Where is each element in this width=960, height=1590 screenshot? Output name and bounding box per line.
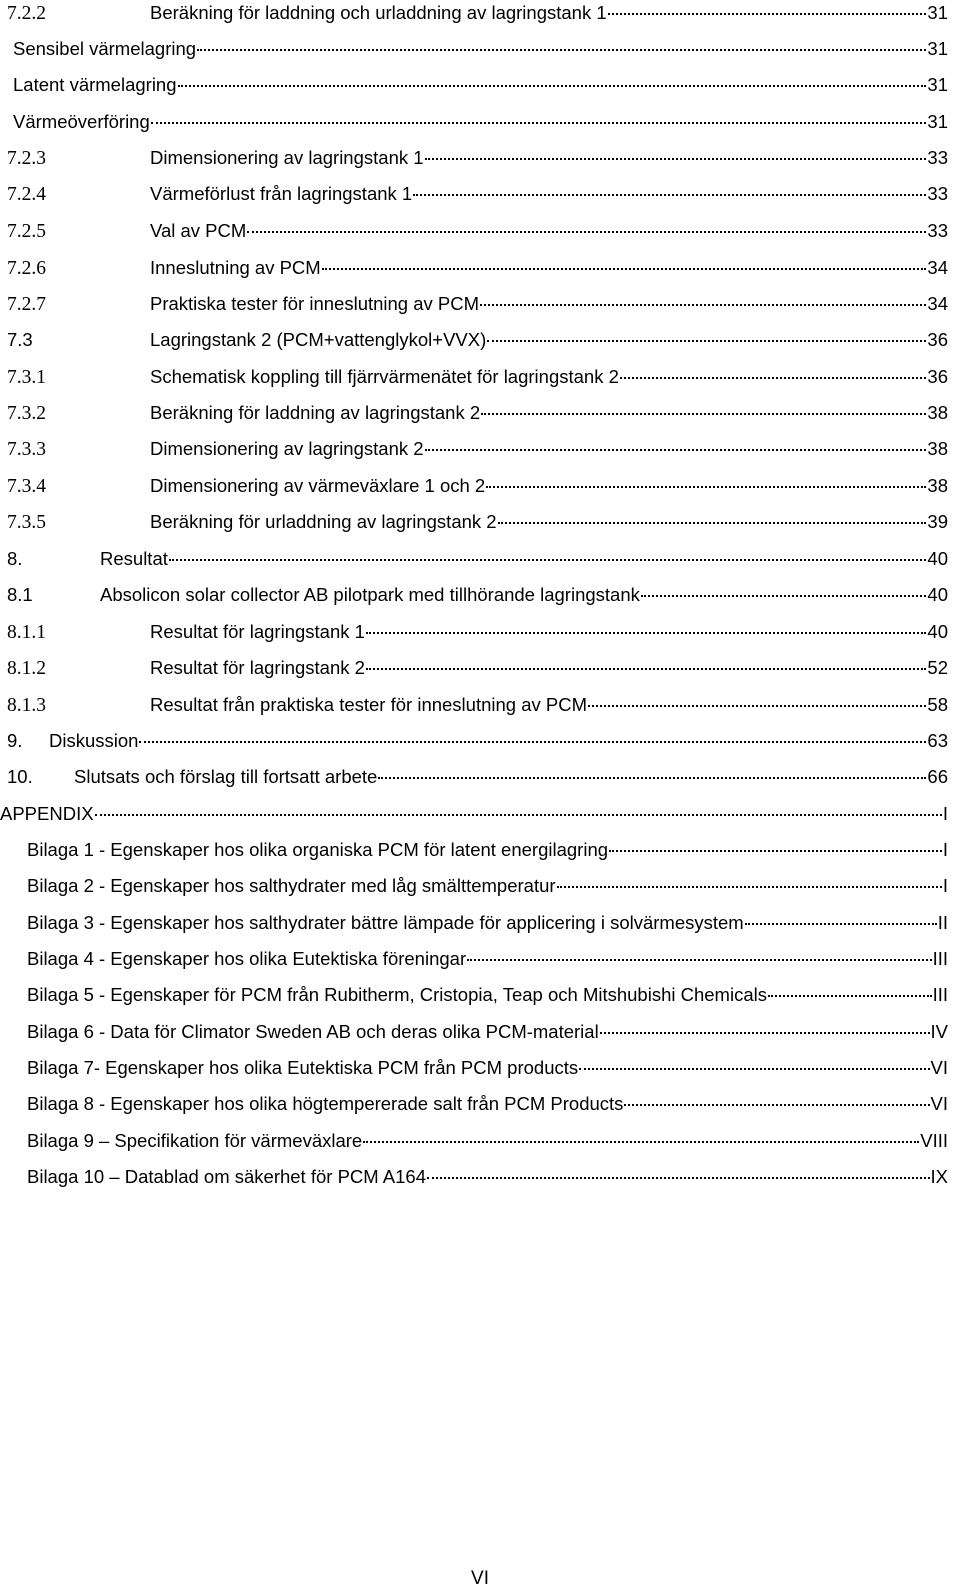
toc-entry-page: 38 [927,475,948,496]
dot-leader [480,304,926,306]
dot-leader [95,814,942,816]
toc-entry-title: Schematisk koppling till fjärrvärmenätet för lagringstank 2 [150,366,619,387]
dot-leader [557,886,942,888]
toc-entry-page: 40 [927,621,948,642]
toc-entry[interactable] [0,362,948,392]
dot-leader [151,122,927,124]
toc-entry[interactable] [0,726,948,756]
toc-entry-title: Dimensionering av lagringstank 1 [150,147,424,168]
toc-entry-number: 7.2.7 [7,294,46,315]
dot-leader [366,668,927,670]
dot-leader [178,85,927,87]
toc-entry[interactable] [0,1053,948,1083]
toc-entry[interactable] [0,179,948,209]
dot-leader [425,449,927,451]
dot-leader [498,522,927,524]
toc-entry-number: 7.3.3 [7,439,46,460]
dot-leader [366,632,927,634]
toc-entry-title: Slutsats och förslag till fortsatt arbete [74,766,378,787]
toc-entry[interactable] [0,980,948,1010]
toc-entry[interactable] [0,1089,948,1119]
dot-leader [487,340,926,342]
toc-entry-number: 7.3.5 [7,512,46,533]
toc-entry-page: 31 [927,74,948,95]
toc-entry[interactable] [0,0,948,28]
toc-entry-page: III [932,948,948,969]
toc-entry-page: I [942,875,948,896]
toc-entry-number: 7.3.2 [7,403,46,424]
toc-entry-page: I [942,839,948,860]
toc-entry-title: Inneslutning av PCM [150,257,321,278]
toc-entry-page: IX [930,1166,948,1187]
toc-entry-title: Resultat [100,548,168,569]
toc-entry[interactable] [0,871,948,901]
dot-leader [609,850,942,852]
toc-entry-page: I [942,803,948,824]
toc-entry-title: Bilaga 1 - Egenskaper hos olika organiska PCM för latent energilagring [27,839,609,860]
dot-leader [620,377,927,379]
dot-leader [378,777,926,779]
dot-leader [425,158,927,160]
toc-entry-number: 8.1.3 [7,695,46,716]
toc-entry-page: 34 [927,293,948,314]
dot-leader [322,268,927,270]
toc-entry-title: Bilaga 3 - Egenskaper hos salthydrater bättre lämpade för applicering i solvärmesystem [27,912,744,933]
toc-entry-number: 9. [7,730,23,751]
toc-entry-page: 38 [927,438,948,459]
dot-leader [768,995,932,997]
toc-entry-title: Dimensionering av lagringstank 2 [150,438,424,459]
toc-entry-title: Bilaga 10 – Datablad om säkerhet för PCM A164 [27,1166,427,1187]
dot-leader [579,1068,929,1070]
toc-entry[interactable] [0,289,948,319]
toc-entry-title: Bilaga 5 - Egenskaper för PCM från Rubitherm, Cristopia, Teap och Mitshubishi Chemicals [27,984,767,1005]
toc-entry[interactable] [0,434,948,464]
toc-entry[interactable] [0,544,948,574]
toc-entry[interactable] [0,398,948,428]
toc-entry-title: Dimensionering av värmeväxlare 1 och 2 [150,475,486,496]
toc-entry-number: 7.2.3 [7,148,46,169]
toc-entry-title: Bilaga 7- Egenskaper hos olika Eutektiska PCM från PCM products [27,1057,579,1078]
toc-entry-title: Resultat för lagringstank 2 [150,657,365,678]
toc-entry[interactable] [0,471,948,501]
toc-entry[interactable] [0,580,948,610]
dot-leader [486,486,926,488]
toc-entry[interactable] [0,143,948,173]
page-number: VI [471,1568,489,1589]
toc-entry-page: VI [930,1057,948,1078]
toc-entry-number: 7.2.4 [7,184,46,205]
toc-entry[interactable] [0,835,948,865]
dot-leader [363,1141,919,1143]
toc-entry-title: Bilaga 4 - Egenskaper hos olika Eutektiska föreningar [27,948,467,969]
toc-entry-number: 7.3.1 [7,367,46,388]
toc-entry-page: 38 [927,402,948,423]
dot-leader [641,595,927,597]
dot-leader [197,49,926,51]
toc-entry-title: APPENDIX [0,803,94,824]
toc-entry-page: 36 [927,366,948,387]
dot-leader [745,923,937,925]
toc-entry-number: 8. [7,548,23,569]
toc-entry-title: Resultat från praktiska tester för inneslutning av PCM [150,694,587,715]
toc-entry[interactable] [0,253,948,283]
dot-leader [139,741,926,743]
toc-entry-title: Diskussion [49,730,139,751]
toc-entry-page: 31 [927,2,948,23]
toc-entry-number: 8.1.1 [7,622,46,643]
toc-entry[interactable] [0,1126,948,1156]
toc-entry-number: 7.2.2 [7,3,46,24]
toc-entry[interactable] [0,70,948,100]
toc-entry-title: Värmeförlust från lagringstank 1 [150,183,413,204]
toc-entry-page: III [932,984,948,1005]
toc-entry-page: 33 [927,183,948,204]
toc-entry-page: VIII [920,1130,948,1151]
toc-entry-title: Bilaga 2 - Egenskaper hos salthydrater med låg smälttemperatur [27,875,556,896]
toc-entry-page: 40 [927,548,948,569]
toc-entry[interactable] [0,690,948,720]
toc-entry[interactable] [0,216,948,246]
dot-leader [467,959,931,961]
toc-entry-number: 8.1.2 [7,658,46,679]
toc-entry-title: Latent värmelagring [13,74,177,95]
toc-entry-page: II [937,912,948,933]
dot-leader [247,231,926,233]
toc-entry[interactable] [0,944,948,974]
toc-entry[interactable] [0,507,948,537]
toc-entry-page: 40 [927,584,948,605]
toc-entry-title: Resultat för lagringstank 1 [150,621,365,642]
dot-leader [624,1104,929,1106]
toc-entry-number: 7.3.4 [7,476,46,497]
toc-entry[interactable] [0,1162,948,1192]
dot-leader [588,705,926,707]
toc-entry-page: 34 [927,257,948,278]
toc-entry-title: Värmeöverföring [13,111,150,132]
toc-entry-title: Beräkning för laddning och urladdning av lagringstank 1 [150,2,607,23]
toc-entry-number: 10. [7,766,33,787]
toc-entry[interactable] [0,908,948,938]
toc-entry-title: Absolicon solar collector AB pilotpark med tillhörande lagringstank [100,584,640,605]
toc-entry-number: 8.1 [7,584,33,605]
toc-entry-title: Val av PCM [150,220,247,241]
toc-entry-page: 39 [927,511,948,532]
toc-entry-page: 52 [927,657,948,678]
toc-entry[interactable] [0,34,948,64]
toc-entry-page: IV [930,1021,948,1042]
toc-entry[interactable] [0,1017,948,1047]
toc-entry-title: Sensibel värmelagring [13,38,197,59]
toc-entry-number: 7.2.5 [7,221,46,242]
toc-entry-title: Praktiska tester för inneslutning av PCM [150,293,480,314]
toc-entry-title: Bilaga 9 – Specifikation för värmeväxlare [27,1130,363,1151]
toc-entry-page: 33 [927,220,948,241]
dot-leader [413,194,926,196]
dot-leader [427,1177,930,1179]
toc-entry-page: 31 [927,38,948,59]
toc-entry-title: Bilaga 8 - Egenskaper hos olika högtempererade salt från PCM Products [27,1093,624,1114]
toc-entry[interactable] [0,617,948,647]
toc-entry-title: Beräkning för urladdning av lagringstank 2 [150,511,497,532]
toc-entry-page: VI [930,1093,948,1114]
dot-leader [481,413,926,415]
toc-entry-page: 66 [927,766,948,787]
toc-entry[interactable] [0,107,948,137]
toc-entry[interactable] [0,653,948,683]
toc-entry[interactable] [0,762,948,792]
toc-entry-title: Bilaga 6 - Data för Climator Sweden AB och deras olika PCM-material [27,1021,599,1042]
toc-entry-title: Lagringstank 2 (PCM+vattenglykol+VVX) [150,329,487,350]
toc-entry-page: 58 [927,694,948,715]
toc-entry-title: Beräkning för laddning av lagringstank 2 [150,402,481,423]
toc-entry-page: 63 [927,730,948,751]
toc-entry[interactable] [0,799,948,829]
toc-entry-page: 36 [927,329,948,350]
dot-leader [600,1032,930,1034]
dot-leader [608,13,927,15]
dot-leader [169,559,927,561]
toc-entry[interactable] [0,325,948,355]
toc-entry-number: 7.3 [7,329,33,350]
toc-entry-number: 7.2.6 [7,258,46,279]
toc-entry-page: 31 [927,111,948,132]
toc-entry-page: 33 [927,147,948,168]
